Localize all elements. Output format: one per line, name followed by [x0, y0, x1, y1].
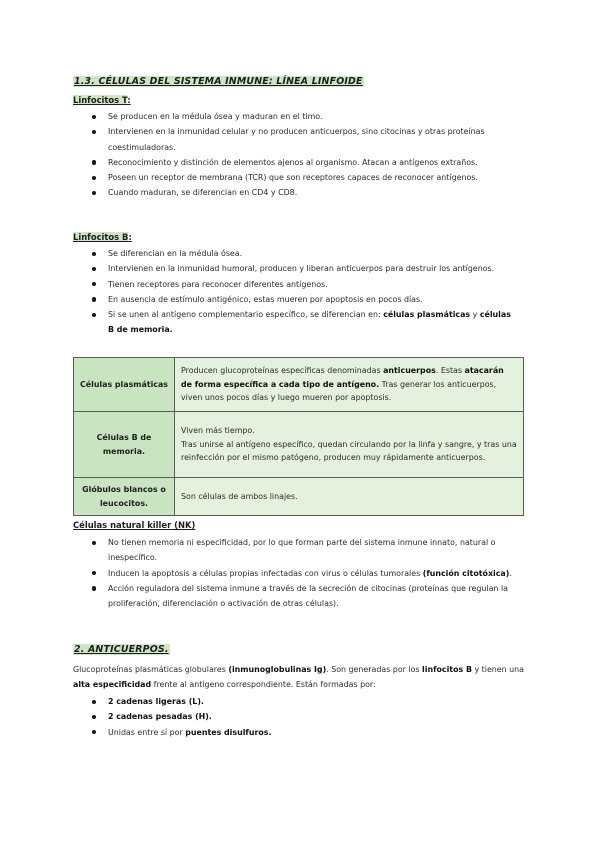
list-item: Se producen en la médula ósea y maduran en el timo.: [0, 109, 518, 124]
section-title-text: ANTICUERPOS.: [87, 644, 169, 655]
anticuerpos-paragraph: Glucoproteínas plasmáticas globulares (inmunoglobulinas Ig). Son generadas por los linfocitos B y tienen una alta especificidad frente al antígeno correspondiente. Están formadas por:: [73, 665, 524, 690]
list-item: Poseen un receptor de membrana (TCR) que son receptores capaces de reconocer antígenos.: [0, 170, 518, 185]
list-item: En ausencia de estímulo antigénico, estas mueren por apoptosis en pocos días.: [0, 292, 518, 307]
bold-term: (inmunoglobulinas Ig): [228, 665, 327, 674]
table-header-cell: Células B de memoria.: [74, 412, 175, 478]
table-header-cell: Glóbulos blancos o leucocitos.: [74, 478, 175, 516]
list-item: No tienen memoria ni especificidad, por lo que forman parte del sistema inmune innato, natural o inespecífico.: [0, 535, 518, 566]
list-item: Inducen la apoptosis a células propias infectadas con virus o células tumorales (función citotóxica).: [0, 566, 518, 581]
list-item: Reconocimiento y distinción de elementos ajenos al organismo. Atacan a antígenos extraños.: [0, 155, 518, 170]
table-header-cell: Células plasmáticas: [74, 358, 175, 412]
cell-types-table: [73, 357, 524, 516]
section-number: 1.3.: [74, 76, 95, 87]
table-cell: Viven más tiempo. Tras unirse al antígeno específico, quedan circulando por la linfa y sangre, y tras una reinfección por el mismo patógeno, producen muy rápidamente anticuerpos.: [175, 412, 524, 478]
bold-term: células plasmáticas: [383, 310, 471, 320]
table-row: [74, 478, 524, 516]
nk-heading-text: Células natural killer (NK): [73, 520, 196, 530]
heading-colon: :: [128, 232, 132, 242]
table-row: [74, 412, 524, 478]
linfocitos-t-heading-text: Linfocitos T: [73, 95, 128, 105]
list-item: Intervienen en la inmunidad humoral, producen y liberan anticuerpos para destruir los antígenos.: [0, 261, 518, 276]
linfocitos-b-heading: [73, 232, 132, 242]
section-title-1-3: [73, 76, 364, 87]
bold-term: anticuerpos: [383, 366, 436, 376]
list-item: 2 cadenas ligeras (L).: [0, 694, 518, 709]
bold-term: (función citotóxica): [422, 568, 510, 578]
linfocitos-t-list: [0, 109, 600, 201]
bold-term: células B de memoria.: [108, 310, 511, 335]
anticuerpos-list: [0, 694, 600, 740]
table-cell: Producen glucoproteínas específicas denominadas anticuerpos. Estas atacarán de forma específica a cada tipo de antígeno. Tras generar los anticuerpos, viven unos pocos días y luego mueren por apoptosis.: [175, 358, 524, 412]
linfocitos-t-heading: [73, 95, 131, 105]
list-item: Cuando maduran, se diferencian en CD4 y CD8.: [0, 185, 518, 200]
section-title-text: CÉLULAS DEL SISTEMA INMUNE: LÍNEA LINFOIDE: [98, 76, 363, 87]
list-item: Se diferencian en la médula ósea.: [0, 246, 518, 261]
list-item: Acción reguladora del sistema inmune a través de la secreción de citocinas (proteínas que regulan la proliferación, diferenciación o activación de otras células).: [0, 581, 518, 612]
list-item: Unidas entre sí por puentes disulfuros.: [0, 725, 518, 740]
bold-term: alta especificidad: [73, 680, 152, 690]
linfocitos-b-list: [0, 246, 600, 338]
list-item: Si se unen al antígeno complementario específico, se diferencian en: células plasmáticas y células B de memoria.: [0, 307, 518, 338]
section-number: 2.: [74, 644, 85, 655]
bold-term: linfocitos B: [422, 665, 472, 674]
linfocitos-b-heading-text: Linfocitos B: [73, 232, 129, 242]
heading-colon: :: [127, 95, 131, 105]
list-item: Intervienen en la inmunidad celular y no producen anticuerpos, sino citocinas y otras proteínas coestimuladoras.: [0, 124, 518, 155]
bold-term: atacarán de forma específica a cada tipo de antígeno.: [181, 366, 504, 389]
section-title-2: [73, 644, 170, 655]
bold-term: puentes disulfuros.: [185, 727, 272, 737]
nk-list: [0, 535, 600, 611]
nk-heading: [73, 520, 195, 530]
list-item: Tienen receptores para reconocer diferentes antígenos.: [0, 277, 518, 292]
table-cell: Son células de ambos linajes.: [175, 478, 524, 516]
table-row: [74, 358, 524, 412]
list-item: 2 cadenas pesadas (H).: [0, 709, 518, 724]
